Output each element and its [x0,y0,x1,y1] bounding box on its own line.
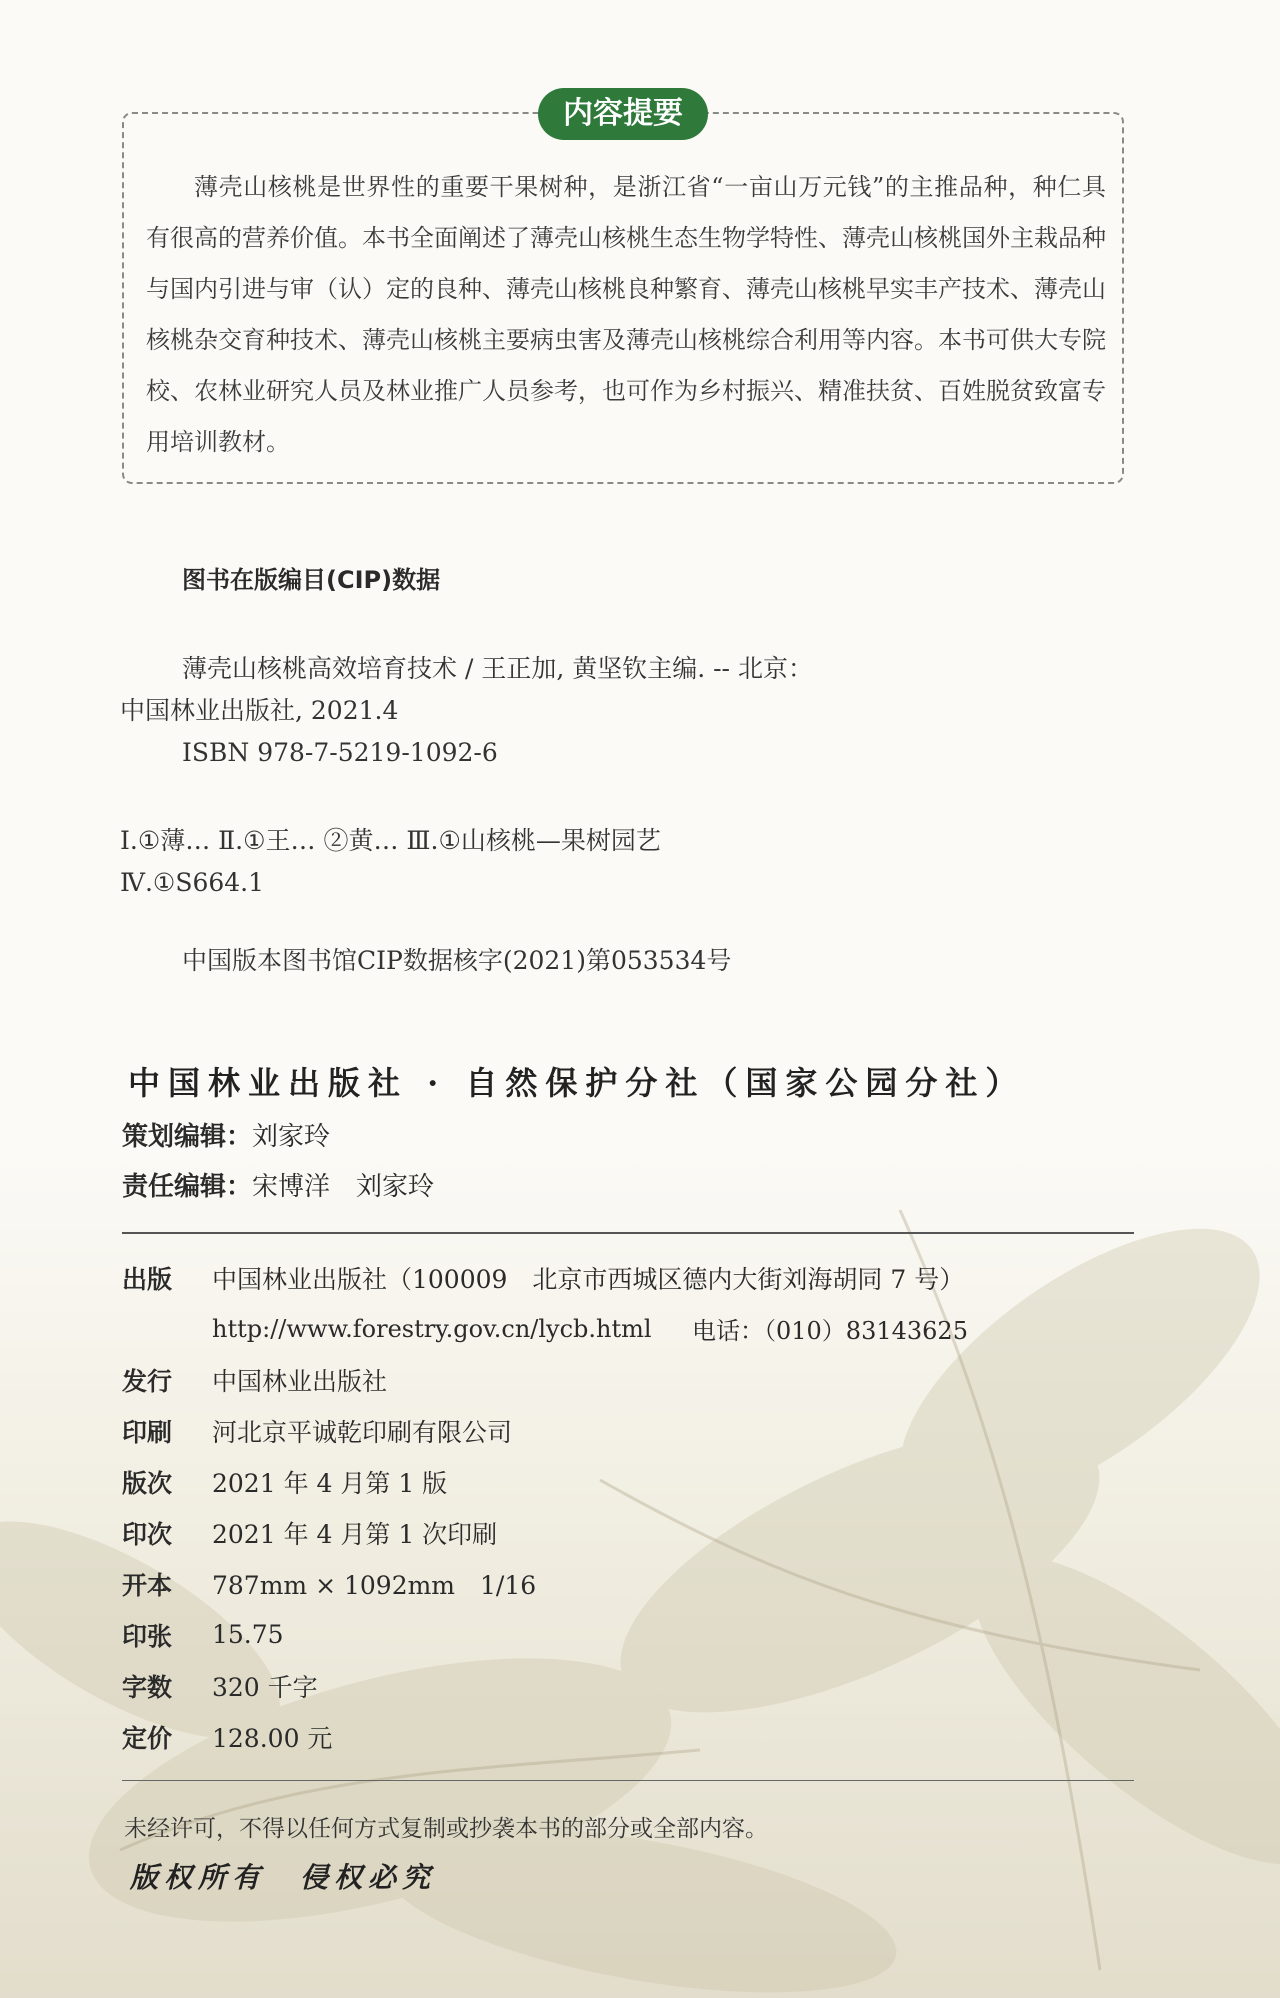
responsible-editor-label: 责任编辑： [122,1172,253,1202]
cip-entry-line2: 中国林业出版社, 2021.4 [120,696,399,725]
info-value: 2021 年 4 月第 1 次印刷 [212,1519,498,1549]
abstract-text [146,162,1106,468]
publisher-url: http://www.forestry.gov.cn/lycb.html [212,1314,652,1343]
info-row-publish [122,1252,1132,1303]
planning-editor-name: 刘家玲 [252,1122,331,1152]
info-value: 15.75 [212,1620,284,1649]
info-row-format [122,1558,1132,1609]
info-label: 印张 [122,1621,173,1651]
info-row-price [122,1711,1132,1762]
info-label: 定价 [122,1723,173,1753]
publisher-line: 中国林业出版社 · 自然保护分社（国家公园分社） [128,1064,1026,1102]
cip-isbn: ISBN 978-7-5219-1092-6 [182,738,498,767]
cip-classification [120,820,1120,904]
info-value: 中国林业出版社 [212,1366,388,1396]
info-row-impression [122,1507,1132,1558]
copyright-slogan: 版权所有 侵权必究 [130,1861,437,1894]
info-label: 印次 [122,1519,173,1549]
publisher-phone: 电话：（010）83143625 [692,1317,968,1345]
info-value: 中国林业出版社（100009 北京市西城区德内大街刘海胡同 7 号） [212,1264,965,1294]
info-label: 发行 [122,1366,173,1396]
info-value: 128.00 元 [212,1723,333,1753]
info-label: 印刷 [122,1417,173,1447]
cip-check-number-text: 中国版本图书馆CIP数据核字(2021)第053534号 [182,946,732,975]
info-row-sheets [122,1609,1132,1660]
cip-entry [120,648,1120,774]
cip-check-number [182,940,1182,982]
divider-top [122,1232,1134,1234]
abstract-paragraph: 薄壳山核桃是世界性的重要干果树种，是浙江省“一亩山万元钱”的主推品种，种仁具有很高的营养价值。本书全面阐述了薄壳山核桃生态生物学特性、薄壳山核桃国外主栽品种与国内引进与审（认）定的良种、薄壳山核桃良种繁育、薄壳山核桃早实丰产技术、薄壳山核桃杂交育种技术、薄壳山核桃主要病虫害及薄壳山核桃综合利用等内容。本书可供大专院校、农林业研究人员及林业推广人员参考，也可作为乡村振兴、精准扶贫、百姓脱贫致富专用培训教材。 [146,173,1106,456]
info-label: 开本 [122,1570,173,1600]
divider-bottom [122,1780,1134,1781]
cip-class-line1: Ⅰ.①薄… Ⅱ.①王… ②黄… Ⅲ.①山核桃—果树园艺 [120,826,661,855]
info-row-words [122,1660,1132,1711]
info-row-contact [122,1303,1132,1354]
info-label: 字数 [122,1672,173,1702]
responsible-editor-row [122,1166,434,1203]
abstract-title: 内容提要 [538,88,708,140]
copyright-note: 未经许可，不得以任何方式复制或抄袭本书的部分或全部内容。 [124,1816,768,1842]
cip-heading: 图书在版编目(CIP)数据 [182,566,441,594]
info-value: 河北京平诚乾印刷有限公司 [212,1417,513,1447]
responsible-editor-names: 宋博洋 刘家玲 [252,1172,435,1202]
info-value: 320 千字 [212,1672,318,1702]
publication-info-table [122,1252,1132,1762]
cip-entry-line1: 薄壳山核桃高效培育技术 / 王正加, 黄坚钦主编. -- 北京： [182,654,813,683]
planning-editor-label: 策划编辑： [122,1122,253,1152]
info-value: 787mm × 1092mm 1/16 [212,1570,537,1600]
info-label: 版次 [122,1468,173,1498]
cip-class-line2: Ⅳ.①S664.1 [120,868,265,897]
planning-editor-row [122,1116,330,1153]
info-row-edition [122,1456,1132,1507]
info-row-print [122,1405,1132,1456]
info-value: 2021 年 4 月第 1 版 [212,1468,448,1498]
info-label: 出版 [122,1264,173,1294]
info-row-distribute [122,1354,1132,1405]
